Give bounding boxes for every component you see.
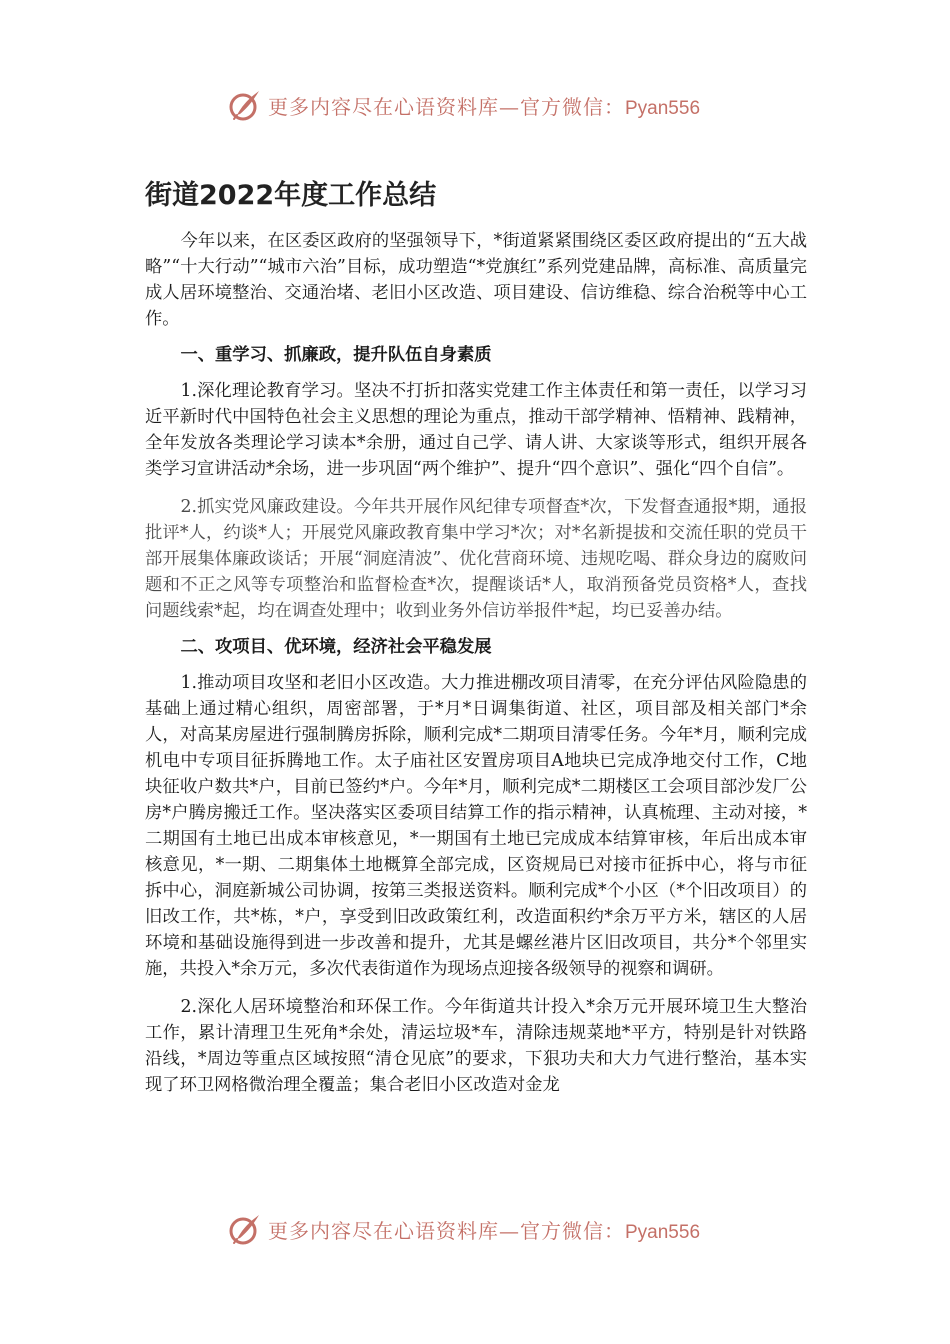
section-heading-1: 一、重学习、抓廉政，提升队伍自身素质 [180,345,492,365]
watermark-text: 更多内容尽在心语资料库—官方微信：Pyan556 [268,94,701,119]
intro-paragraph: 今年以来，在区委区政府的坚强领导下，*街道紧紧围绕区委区政府提出的“五大战略”“十大行动”“城市六治”目标，成功塑造“*党旗红”系列党建品牌，高标准、高质量完成人居环境整治、交通治堵、老旧小区改造、项目建设、信访维稳、综合治税等中心工作。 [145,231,807,329]
paragraph-2-1: 1.推动项目攻坚和老旧小区改造。大力推进棚改项目清零，在充分评估风险隐患的基础上通过精心组织，周密部署，于*月*日调集街道、社区，项目部及相关部门*余人，对高某房屋进行强制腾房拆除，顺利完成*二期项目清零任务。今年*月，顺利完成机电中专项目征拆腾地工作。太子庙社区安置房项目A地块已完成净地交付工作，C地块征收户数共*户，目前已签约*户。今年*月，顺利完成*二期楼区工会项目部沙发厂公房*户腾房搬迁工作。坚决落实区委项目结算工作的指示精神，认真梳理、主动对接，*二期国有土地已出成本审核意见，*一期国有土地已完成成本结算审核，年后出成本审核意见，*一期、二期集体土地概算全部完成，区资规局已对接市征拆中心，将与市征拆中心，洞庭新城公司协调，按第三类报送资料。顺利完成*个小区（*个旧改项目）的旧改工作，共*栋，*户，享受到旧改政策红利，改造面积约*余万平方米，辖区的人居环境和基础设施得到进一步改善和提升，尤其是螺丝港片区旧改项目，共分*个邻里实施，共投入*余万元，多次代表街道作为现场点迎接各级领导的视察和调研。 [145,673,807,979]
quill-logo-icon [228,1212,262,1246]
paragraph-1-1: 1.深化理论教育学习。坚决不打折扣落实党建工作主体责任和第一责任，以学习习近平新时代中国特色社会主义思想的理论为重点，推动干部学精神、悟精神、践精神，全年发放各类理论学习读本*余册，通过自己学、请人讲、大家谈等形式，组织开展各类学习宣讲活动*余场，进一步巩固“两个维护”、提升“四个意识”、强化“四个自信”。 [145,381,807,479]
document-title: 街道2022年度工作总结 [145,180,437,211]
footer-watermark [228,1209,728,1249]
paragraph-1-2: 2.抓实党风廉政建设。今年共开展作风纪律专项督查*次，下发督查通报*期，通报批评*人，约谈*人；开展党风廉政教育集中学习*次；对*名新提拔和交流任职的党员干部开展集体廉政谈话；开展“洞庭清波”、优化营商环境、违规吃喝、群众身边的腐败问题和不正之风等专项整治和监督检查*次，提醒谈话*人，取消预备党员资格*人，查找问题线索*起，均在调查处理中；收到业务外信访举报件*起，均已妥善办结。 [145,497,807,621]
watermark-text: 更多内容尽在心语资料库—官方微信：Pyan556 [268,1218,701,1243]
paragraph-2-2: 2.深化人居环境整治和环保工作。今年街道共计投入*余万元开展环境卫生大整治工作，累计清理卫生死角*余处，清运垃圾*车，清除违规菜地*平方，特别是针对铁路沿线，*周边等重点区域按照“清仓见底”的要求，下狠功夫和大力气进行整治，基本实现了环卫网格微治理全覆盖；集合老旧小区改造对金龙 [145,997,807,1095]
section-heading-2: 二、攻项目、优环境，经济社会平稳发展 [180,637,492,657]
header-watermark [228,85,728,125]
document-body [145,170,807,1098]
quill-logo-icon [228,88,262,122]
